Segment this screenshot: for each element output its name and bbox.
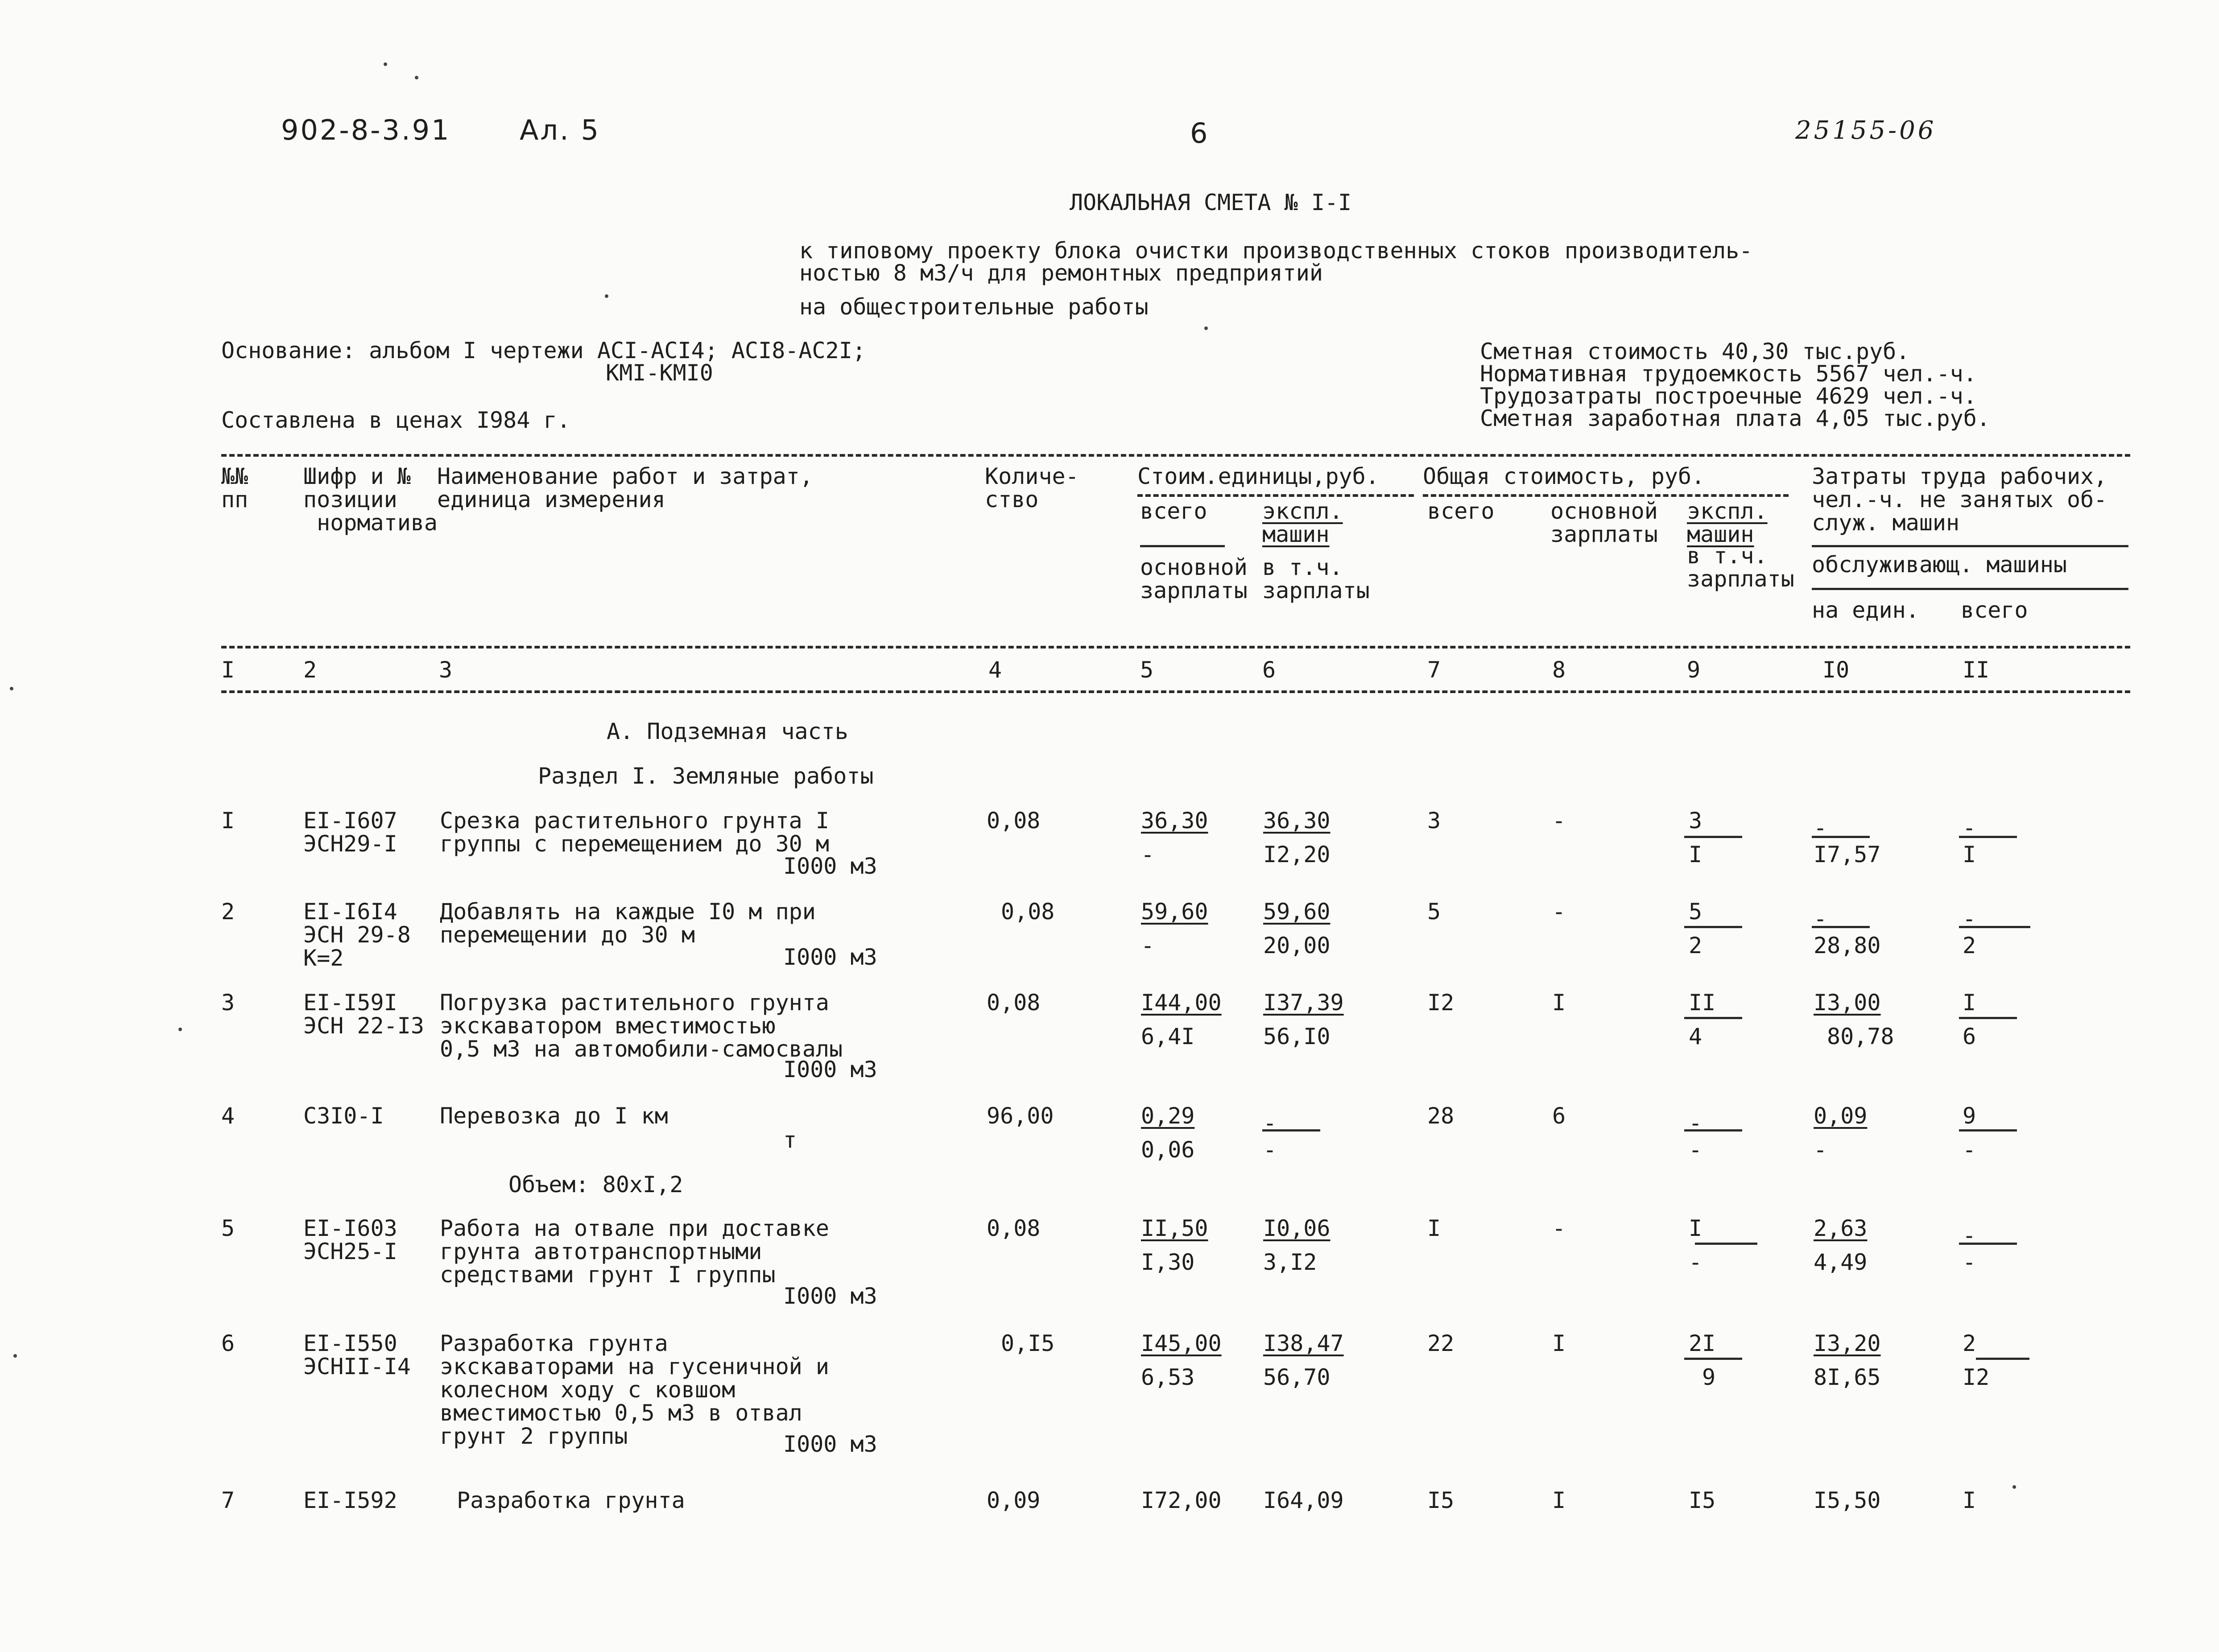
unit-cost-total: II,50 — [1141, 1215, 1208, 1241]
total-machine-wages: - — [1689, 1249, 1702, 1275]
unit-cost-machines: 36,30 — [1263, 808, 1331, 834]
row-qty: 0,I5 — [1001, 1330, 1055, 1356]
row-name: Срезка растительного грунта I группы с перемещением до 30 м — [440, 808, 829, 857]
hdr-group-unit-cost: Стоим.единицы,руб. — [1137, 463, 1379, 489]
labor-service-total: I — [1963, 842, 1976, 867]
hdr-col-5a: всего — [1140, 498, 1207, 524]
row-number: 6 — [221, 1330, 235, 1356]
colnum-2: 2 — [303, 657, 317, 683]
unit-cost-total: 36,30 — [1141, 808, 1208, 834]
labor-per-unit: I3,20 — [1814, 1330, 1881, 1356]
row-unit: I000 м3 — [783, 853, 877, 879]
labor-service-per-unit: 4,49 — [1814, 1249, 1868, 1275]
row-qty: 0,08 — [987, 808, 1041, 834]
fraction-rule — [1959, 1017, 2017, 1019]
hdr-col-8: основной зарплаты — [1550, 498, 1658, 547]
total-machine-wages: I — [1689, 842, 1702, 867]
colnum-9: 9 — [1687, 657, 1701, 683]
section-part: А. Подземная часть — [607, 719, 848, 744]
labor-total: - — [1963, 1222, 1976, 1248]
labor-per-unit: I5,50 — [1814, 1487, 1881, 1513]
estimate-subtitle-2: ностью 8 м3/ч для ремонтных предприятий — [799, 260, 1323, 286]
fraction-rule — [1684, 926, 1742, 928]
hdr-col-6a: экспл. машин — [1262, 498, 1343, 547]
total-machine-wages: 9 — [1702, 1364, 1716, 1390]
labor-service-total: 6 — [1963, 1024, 1976, 1049]
fraction-rule — [1959, 1243, 2017, 1245]
labor-total: - — [1963, 906, 1976, 932]
row-code: ЕI-I550 ЭСНII-I4 — [303, 1330, 411, 1379]
unit-cost-wages: 6,53 — [1141, 1364, 1195, 1390]
total-wages: 6 — [1552, 1103, 1566, 1129]
unit-cost-wages: 0,06 — [1141, 1137, 1195, 1163]
row-name: Добавлять на каждые I0 м при перемещении до 30 м — [440, 899, 816, 948]
row-qty: 0,08 — [987, 1215, 1041, 1241]
total-cost: 5 — [1427, 899, 1441, 925]
row-code: ЕI-I607 ЭСН29-I — [303, 808, 397, 857]
total-machine-wages: 4 — [1689, 1024, 1702, 1049]
scan-speck — [415, 76, 418, 79]
unit-cost-machines: I38,47 — [1263, 1330, 1344, 1356]
hdr-group-labor-rule — [1812, 545, 2128, 547]
album-label: Ал. 5 — [520, 114, 600, 146]
row-unit: т — [783, 1127, 797, 1153]
row-number: 5 — [221, 1215, 235, 1241]
total-cost: I — [1427, 1215, 1441, 1241]
total-wages: I — [1552, 1330, 1566, 1356]
hdr-col-9b: в т.ч. зарплаты — [1687, 543, 1794, 592]
colnum-7: 7 — [1427, 657, 1441, 683]
labor-service-total: - — [1963, 1137, 1976, 1163]
labor-service-per-unit: I7,57 — [1814, 842, 1881, 867]
unit-cost-total: I45,00 — [1141, 1330, 1222, 1356]
total-machine-wages: 2 — [1689, 933, 1702, 958]
total-machines: 3 — [1689, 808, 1702, 834]
fraction-rule — [1684, 1017, 1742, 1019]
hdr-group-service: обслуживающ. машины — [1812, 552, 2067, 578]
hdr-col-10: на един. — [1812, 597, 1919, 623]
colnum-11: II — [1963, 657, 1990, 683]
colnum-1: I — [221, 657, 235, 683]
hdr-col-9a: экспл. машин — [1687, 498, 1768, 547]
hdr-col-6b: в т.ч. зарплаты — [1262, 554, 1370, 603]
total-machines: 2I — [1689, 1330, 1716, 1356]
scan-speck — [1204, 326, 1208, 330]
row-code: ЕI-I6I4 ЭСН 29-8 К=2 — [303, 899, 411, 971]
row-code: С3I0-I — [303, 1103, 384, 1129]
row-qty: 0,09 — [987, 1487, 1041, 1513]
row-unit: I000 м3 — [783, 944, 877, 970]
hdr-col-3: Наименование работ и затрат, единица измерения — [437, 463, 813, 512]
labor-per-unit: 2,63 — [1814, 1215, 1868, 1241]
section-razdel: Раздел I. Земляные работы — [538, 763, 874, 789]
fraction-rule — [1812, 836, 1870, 838]
header-bottom-rule — [221, 646, 2130, 648]
total-machines: 5 — [1689, 899, 1702, 925]
colnum-6: 6 — [1262, 657, 1276, 683]
colnum-4: 4 — [988, 657, 1002, 683]
row-unit: I000 м3 — [783, 1431, 877, 1457]
labor-service-total: I2 — [1963, 1364, 1990, 1390]
total-wages: I — [1552, 1487, 1566, 1513]
scan-speck — [178, 1028, 182, 1031]
labor-per-unit: - — [1814, 906, 1827, 932]
labor-per-unit: I3,00 — [1814, 990, 1881, 1016]
unit-cost-machines: 59,60 — [1263, 899, 1331, 925]
hdr-col-7: всего — [1427, 498, 1495, 524]
row-code: ЕI-I59I ЭСН 22-I3 — [303, 990, 424, 1039]
fraction-rule — [1695, 1243, 1757, 1245]
scan-speck — [384, 62, 387, 66]
total-cost: I2 — [1427, 990, 1455, 1016]
unit-cost-machine-wages: 56,I0 — [1263, 1024, 1331, 1049]
labor-per-unit: 0,09 — [1814, 1103, 1868, 1129]
fraction-rule — [1959, 836, 2017, 838]
colnum-10: I0 — [1822, 657, 1850, 683]
unit-cost-total: 0,29 — [1141, 1103, 1195, 1129]
unit-cost-total: I44,00 — [1141, 990, 1222, 1016]
labor-total: - — [1963, 815, 1976, 841]
scan-speck — [13, 1354, 17, 1358]
labor-service-total: - — [1963, 1249, 1976, 1275]
estimate-title: ЛОКАЛЬНАЯ СМЕТА № I-I — [1070, 190, 1352, 215]
summary-cost: Сметная стоимость 40,30 тыс.руб. — [1480, 339, 1910, 364]
fraction-rule — [1812, 926, 1870, 928]
hdr-group-total-rule — [1423, 494, 1789, 497]
unit-cost-machine-wages: 3,I2 — [1263, 1249, 1317, 1275]
price-basis: Составлена в ценах I984 г. — [221, 407, 570, 433]
colnum-rule — [221, 690, 2130, 693]
total-cost: 28 — [1427, 1103, 1455, 1129]
labor-service-per-unit: - — [1814, 1137, 1827, 1163]
basis-line-1: Основание: альбом I чертежи АСI-АСI4; АСI8-АС2I; — [221, 338, 866, 363]
summary-wages: Сметная заработная плата 4,05 тыс.руб. — [1480, 405, 1990, 431]
hdr-col-1: №№ пп — [221, 463, 248, 512]
total-machines: I — [1689, 1215, 1702, 1241]
row-code: ЕI-I592 — [303, 1487, 397, 1513]
fraction-rule — [1262, 1129, 1320, 1132]
row-qty: 0,08 — [1001, 899, 1055, 925]
hdr-group-unit-rule — [1137, 494, 1414, 497]
summary-site-labor: Трудозатраты построечные 4629 чел.-ч. — [1480, 383, 1977, 409]
row-number: I — [221, 808, 235, 834]
inventory-number: 25155-06 — [1795, 116, 1937, 145]
hdr-group-total-cost: Общая стоимость, руб. — [1423, 463, 1705, 489]
row-unit: I000 м3 — [783, 1057, 877, 1082]
document-code: 902-8-3.91 — [281, 114, 451, 146]
fraction-rule — [1959, 926, 2030, 928]
row-number: 2 — [221, 899, 235, 925]
row-number: 4 — [221, 1103, 235, 1129]
colnum-3: 3 — [439, 657, 453, 683]
total-wages: - — [1552, 1215, 1566, 1241]
row-name: Работа на отвале при доставке грунта автотранспортными средствами грунт I группы — [440, 1215, 829, 1288]
unit-cost-machines: I64,09 — [1263, 1487, 1344, 1513]
labor-per-unit: - — [1814, 815, 1827, 841]
total-machines: I5 — [1689, 1487, 1716, 1513]
estimate-subtitle-3: на общестроительные работы — [799, 294, 1149, 320]
unit-cost-machines: I0,06 — [1263, 1215, 1331, 1241]
labor-service-per-unit: 80,78 — [1827, 1024, 1894, 1049]
unit-cost-total: I72,00 — [1141, 1487, 1222, 1513]
row-qty: 96,00 — [987, 1103, 1054, 1129]
fraction-rule — [1959, 1129, 2017, 1132]
scan-speck — [605, 294, 608, 298]
row-code: ЕI-I603 ЭСН25-I — [303, 1215, 397, 1264]
hdr-col-5-rule — [1140, 545, 1225, 547]
scan-speck — [10, 687, 13, 690]
labor-service-per-unit: 28,80 — [1814, 933, 1881, 958]
labor-total: I — [1963, 1487, 1976, 1513]
total-cost: 3 — [1427, 808, 1441, 834]
unit-cost-total: 59,60 — [1141, 899, 1208, 925]
row-name: Погрузка растительного грунта экскаватором вместимостью 0,5 м3 на автомобили-самосвалы — [440, 990, 843, 1062]
row-name: Перевозка до I км — [440, 1103, 668, 1129]
estimate-subtitle-1: к типовому проекту блока очистки производственных стоков производитель- — [799, 238, 1753, 264]
total-machine-wages: - — [1689, 1137, 1702, 1163]
unit-cost-machines: I37,39 — [1263, 990, 1344, 1016]
basis-line-2: КМI-КМI0 — [606, 360, 713, 386]
total-cost: I5 — [1427, 1487, 1455, 1513]
unit-cost-machine-wages: - — [1263, 1137, 1277, 1163]
unit-cost-wages: I,30 — [1141, 1249, 1195, 1275]
hdr-col-2: Шифр и № позиции нормативa — [303, 463, 438, 536]
fraction-rule — [1684, 836, 1742, 838]
fraction-rule — [1684, 1358, 1742, 1360]
colnum-5: 5 — [1140, 657, 1154, 683]
labor-total: I — [1963, 990, 1976, 1016]
unit-cost-machine-wages: 20,00 — [1263, 933, 1331, 958]
total-machines: - — [1689, 1110, 1702, 1136]
header-top-rule — [221, 454, 2130, 457]
row-qty: 0,08 — [987, 990, 1041, 1016]
total-wages: - — [1552, 808, 1566, 834]
labor-service-total: 2 — [1963, 933, 1976, 958]
total-cost: 22 — [1427, 1330, 1455, 1356]
row-number: 3 — [221, 990, 235, 1016]
row-name: Разработка грунта — [457, 1487, 685, 1513]
labor-total: 9 — [1963, 1103, 1976, 1129]
row-number: 7 — [221, 1487, 235, 1513]
unit-cost-wages: 6,4I — [1141, 1024, 1195, 1049]
labor-total: 2 — [1963, 1330, 1976, 1356]
unit-cost-machine-wages: 56,70 — [1263, 1364, 1331, 1390]
total-wages: I — [1552, 990, 1566, 1016]
row-unit: I000 м3 — [783, 1283, 877, 1309]
hdr-group-labor: Затраты труда рабочих, чел.-ч. не занятых об- служ. машин — [1812, 463, 2107, 536]
hdr-col-11: всего — [1961, 597, 2028, 623]
unit-cost-wages: - — [1141, 933, 1155, 958]
total-machines: II — [1689, 990, 1716, 1016]
fraction-rule — [1684, 1129, 1742, 1132]
unit-cost-machine-wages: I2,20 — [1263, 842, 1331, 867]
row-volume-note: Объем: 80хI,2 — [508, 1172, 683, 1198]
hdr-col-4: Количе- ство — [985, 463, 1079, 512]
colnum-8: 8 — [1552, 657, 1566, 683]
row-name: Разработка грунта экскаваторами на гусеничной и колесном ходу с ковшом вместимостью 0,5 м3 в отвал грунт 2 группы — [440, 1330, 829, 1449]
unit-cost-machines: - — [1263, 1110, 1277, 1136]
total-wages: - — [1552, 899, 1566, 925]
fraction-rule — [1976, 1358, 2029, 1360]
summary-labor: Нормативная трудоемкость 5567 чел.-ч. — [1480, 361, 1977, 387]
page-number: 6 — [1190, 117, 1210, 149]
unit-cost-wages: - — [1141, 842, 1155, 867]
scan-speck — [2012, 1485, 2016, 1489]
hdr-col-5b: основной зарплаты — [1140, 554, 1248, 603]
labor-service-per-unit: 8I,65 — [1814, 1364, 1881, 1390]
hdr-group-service-rule — [1812, 588, 2128, 590]
